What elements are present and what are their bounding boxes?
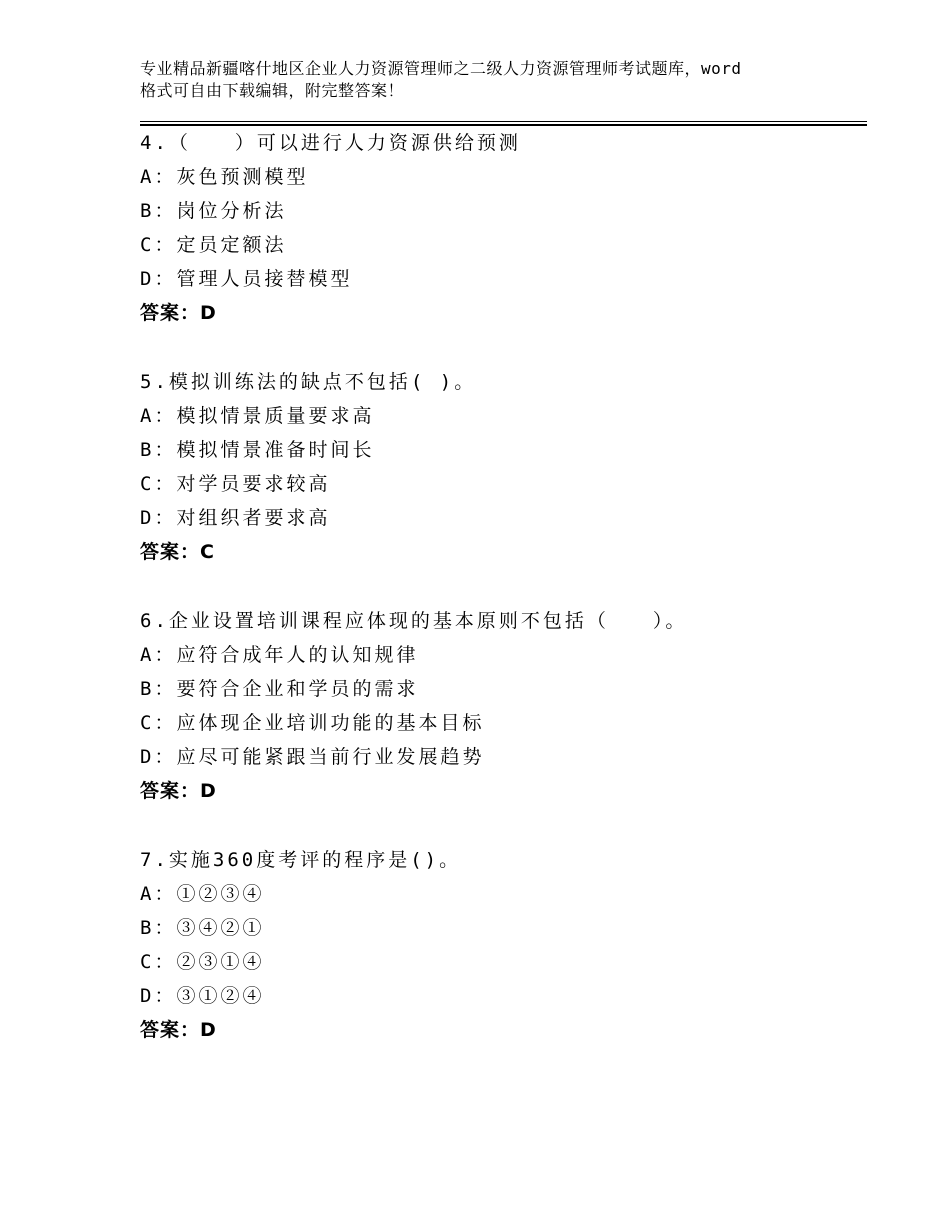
question-7	[140, 843, 860, 1047]
option-a: A：应符合成年人的认知规律	[140, 644, 419, 666]
option-c: C：应体现企业培训功能的基本目标	[140, 712, 485, 734]
option-b: B：③④②①	[140, 917, 265, 939]
answer: 答案：D	[140, 302, 217, 324]
question-4	[140, 126, 860, 330]
option-d: D：③①②④	[140, 985, 265, 1007]
option-a: A：模拟情景质量要求高	[140, 405, 375, 427]
question-stem: 5.模拟训练法的缺点不包括( )。	[140, 371, 477, 393]
answer: 答案：D	[140, 780, 217, 802]
header-line-2: 格式可自由下载编辑，附完整答案！	[140, 81, 405, 100]
question-stem: 4.（ ）可以进行人力资源供给预测	[140, 132, 521, 154]
option-a: A：①②③④	[140, 883, 265, 905]
option-a: A：灰色预测模型	[140, 166, 309, 188]
question-stem: 7.实施360度考评的程序是()。	[140, 849, 462, 871]
option-c: C：对学员要求较高	[140, 473, 331, 495]
answer: 答案：C	[140, 541, 215, 563]
option-d: D：应尽可能紧跟当前行业发展趋势	[140, 746, 485, 768]
option-b: B：岗位分析法	[140, 200, 287, 222]
question-6	[140, 604, 860, 808]
option-d: D：管理人员接替模型	[140, 268, 353, 290]
option-d: D：对组织者要求高	[140, 507, 331, 529]
option-c: C：定员定额法	[140, 234, 287, 256]
answer: 答案：D	[140, 1019, 217, 1041]
question-stem: 6.企业设置培训课程应体现的基本原则不包括（ ）。	[140, 610, 688, 632]
header-divider-top	[140, 121, 867, 122]
option-b: B：要符合企业和学员的需求	[140, 678, 419, 700]
header-line-1: 专业精品新疆喀什地区企业人力资源管理师之二级人力资源管理师考试题库，word	[140, 59, 742, 78]
option-b: B：模拟情景准备时间长	[140, 439, 375, 461]
document-header	[140, 58, 840, 102]
option-c: C：②③①④	[140, 951, 265, 973]
question-5	[140, 365, 860, 569]
